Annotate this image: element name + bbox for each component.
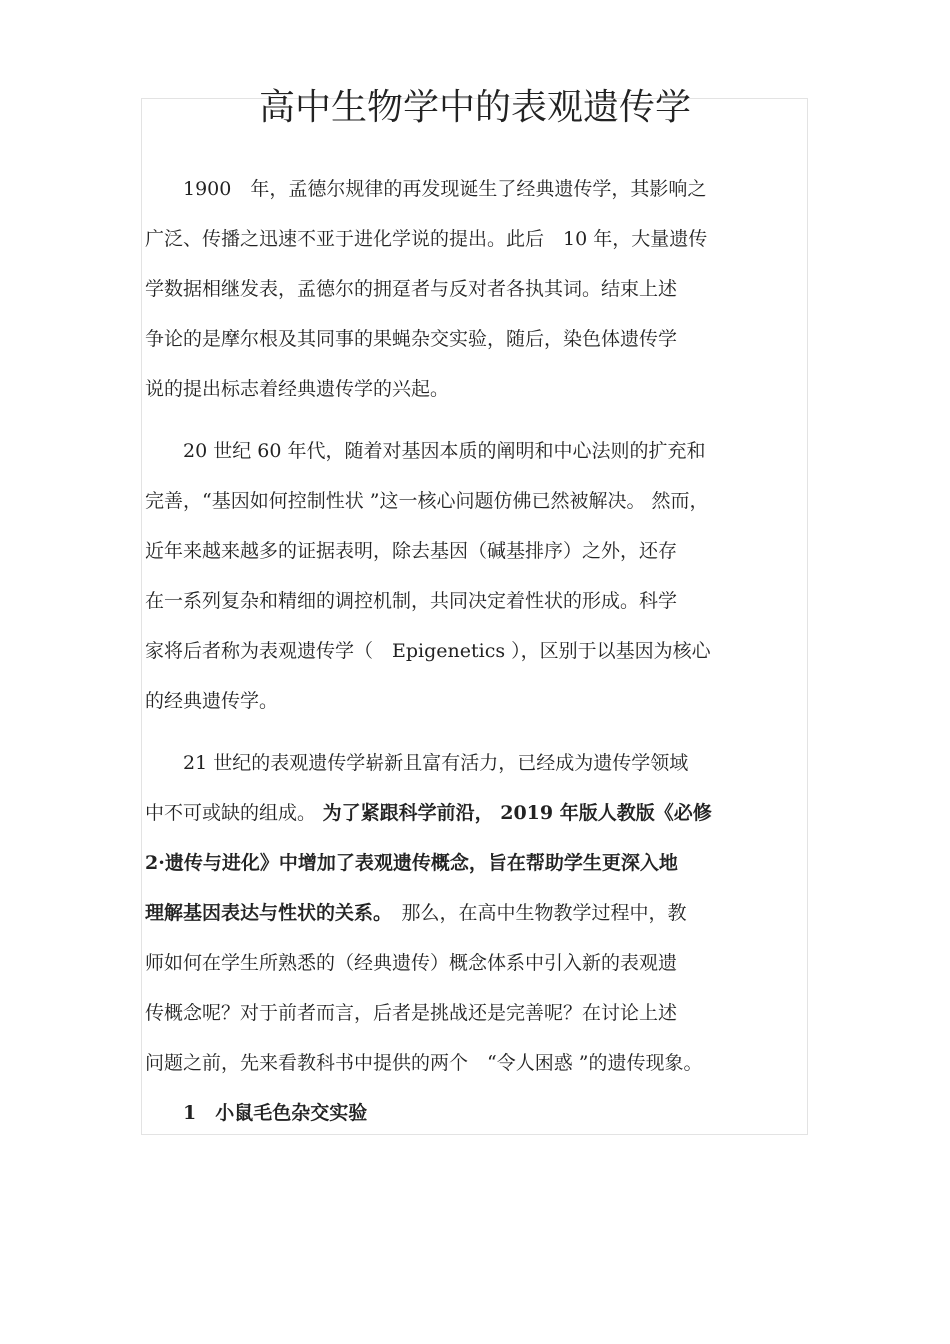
paragraph-line: 21 世纪的表观遗传学崭新且富有活力，已经成为遗传学领域 [183,752,689,774]
paragraph-2 [145,426,805,726]
paragraph-line: 近年来越来越多的证据表明，除去基因（碱基排序）之外，还存 [145,540,678,562]
paragraph-line: 广泛、传播之迅速不亚于进化学说的提出。此后 10 年，大量遗传 [145,228,708,250]
document-title: 高中生物学中的表观遗传学 [258,87,691,128]
bold-text: 理解基因表达与性状的关系。 [145,902,383,924]
paragraph-line: 家将后者称为表观遗传学（ Epigenetics ），区别于以基因为核心 [145,640,711,662]
paragraph-line: 师如何在学生所熟悉的（经典遗传）概念体系中引入新的表观遗 [145,952,678,974]
paragraph-line: 1900 年，孟德尔规律的再发现诞生了经典遗传学，其影响之 [183,178,707,200]
paragraph-line: 说的提出标志着经典遗传学的兴起。 [145,378,450,400]
paragraph-line: 传概念呢？对于前者而言，后者是挑战还是完善呢？在讨论上述 [145,1002,678,1024]
normal-text: 中不可或缺的组成。 [145,802,317,824]
paragraph-line: 争论的是摩尔根及其同事的果蝇杂交实验，随后，染色体遗传学 [145,328,678,350]
paragraph-line-mixed [145,788,805,838]
bold-text: 为了紧跟科学前沿， 2019 年版人教版《必修 [316,802,712,824]
normal-text: 那么，在高中生物教学过程中，教 [382,902,687,924]
document-body [145,164,805,1138]
section-heading: 1 小鼠毛色杂交实验 [183,1102,368,1124]
paragraph-line: 20 世纪 60 年代，随着对基因本质的阐明和中心法则的扩充和 [183,440,706,462]
paragraph-line: 的经典遗传学。 [145,690,279,712]
paragraph-1 [145,164,805,414]
paragraph-line-mixed [145,888,805,938]
paragraph-line: 学数据相继发表，孟德尔的拥趸者与反对者各执其词。结束上述 [145,278,678,300]
paragraph-3 [145,738,805,1088]
paragraph-line: 在一系列复杂和精细的调控机制，共同决定着性状的形成。科学 [145,590,678,612]
paragraph-line: 完善，“基因如何控制性状 ”这一核心问题仿佛已然被解决。 然而， [145,490,709,512]
paragraph-line-bold: 2·遗传与进化》中增加了表观遗传概念，旨在帮助学生更深入地 [145,852,678,874]
paragraph-line: 问题之前，先来看教科书中提供的两个 “令人困惑 ”的遗传现象。 [145,1052,703,1074]
